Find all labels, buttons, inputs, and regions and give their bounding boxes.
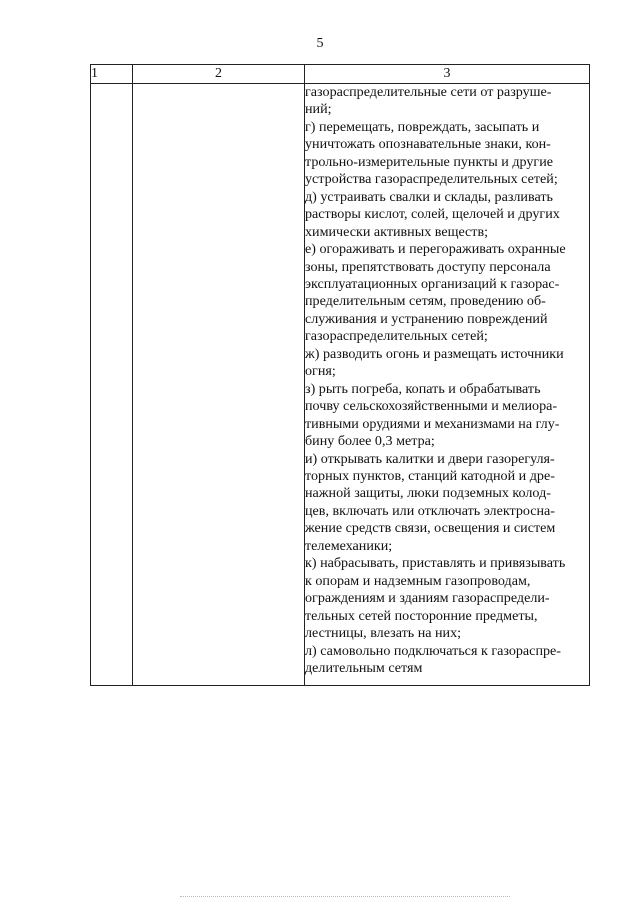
column-2-cell xyxy=(133,84,305,686)
text-line: тельных сетей посторонние предметы, xyxy=(305,607,538,624)
text-line: е) огораживать и перегораживать охранные xyxy=(305,241,566,258)
table-row xyxy=(91,84,590,686)
page-number: 5 xyxy=(316,36,324,51)
text-line: пределительным сетям, проведению об- xyxy=(305,293,546,310)
text-line: почву сельскохозяйственными и мелиора- xyxy=(305,398,558,415)
text-line: эксплуатационных организаций к газорас- xyxy=(305,275,560,292)
prohibitions-text xyxy=(305,84,589,677)
text-line: ж) разводить огонь и размещать источники xyxy=(305,345,564,362)
text-line: служивания и устранению повреждений xyxy=(305,310,548,327)
text-line: к) набрасывать, приставлять и привязывать xyxy=(305,555,566,572)
text-line: химически активных веществ; xyxy=(305,223,489,240)
text-line: зоны, препятствовать доступу персонала xyxy=(305,258,551,275)
requirements-table xyxy=(90,64,590,686)
text-line: лестницы, влезать на них; xyxy=(305,625,462,642)
text-line: тивными орудиями и механизмами на глу- xyxy=(305,415,560,432)
text-line: телемеханики; xyxy=(305,537,393,554)
text-line: растворы кислот, солей, щелочей и других xyxy=(305,206,560,223)
text-line: жение средств связи, освещения и систем xyxy=(305,520,556,537)
table-header-row xyxy=(91,65,590,84)
column-3-cell xyxy=(305,84,590,686)
text-line: делительным сетям xyxy=(305,659,423,676)
text-line: устройства газораспределительных сетей; xyxy=(305,171,558,188)
text-line: л) самовольно подключаться к газораспре- xyxy=(305,642,561,659)
text-line: торных пунктов, станций катодной и дре- xyxy=(305,467,555,484)
text-line: трольно-измерительные пункты и другие xyxy=(305,153,553,170)
text-line: к опорам и надземным газопроводам, xyxy=(305,572,531,589)
column-header-2: 2 xyxy=(133,65,305,84)
column-1-cell xyxy=(91,84,133,686)
column-header-3: 3 xyxy=(305,65,590,84)
text-line: д) устраивать свалки и склады, разливать xyxy=(305,188,553,205)
text-line: газораспределительных сетей; xyxy=(305,328,488,345)
text-line: и) открывать калитки и двери газорегуля- xyxy=(305,450,555,467)
scan-artifact xyxy=(180,896,510,899)
text-line: огня; xyxy=(305,363,336,380)
column-header-1: 1 xyxy=(91,65,133,84)
text-line: ний; xyxy=(305,101,332,118)
text-line: цев, включать или отключать электросна- xyxy=(305,502,556,519)
text-line: бину более 0,3 метра; xyxy=(305,433,435,450)
text-line: з) рыть погреба, копать и обрабатывать xyxy=(305,380,541,397)
text-line: нажной защиты, люки подземных колод- xyxy=(305,485,551,502)
text-line: уничтожать опознавательные знаки, кон- xyxy=(305,136,551,153)
text-line: ограждениям и зданиям газораспредели- xyxy=(305,590,550,607)
text-line: газораспределительные сети от разруше- xyxy=(305,84,552,100)
text-line: г) перемещать, повреждать, засыпать и xyxy=(305,118,540,135)
